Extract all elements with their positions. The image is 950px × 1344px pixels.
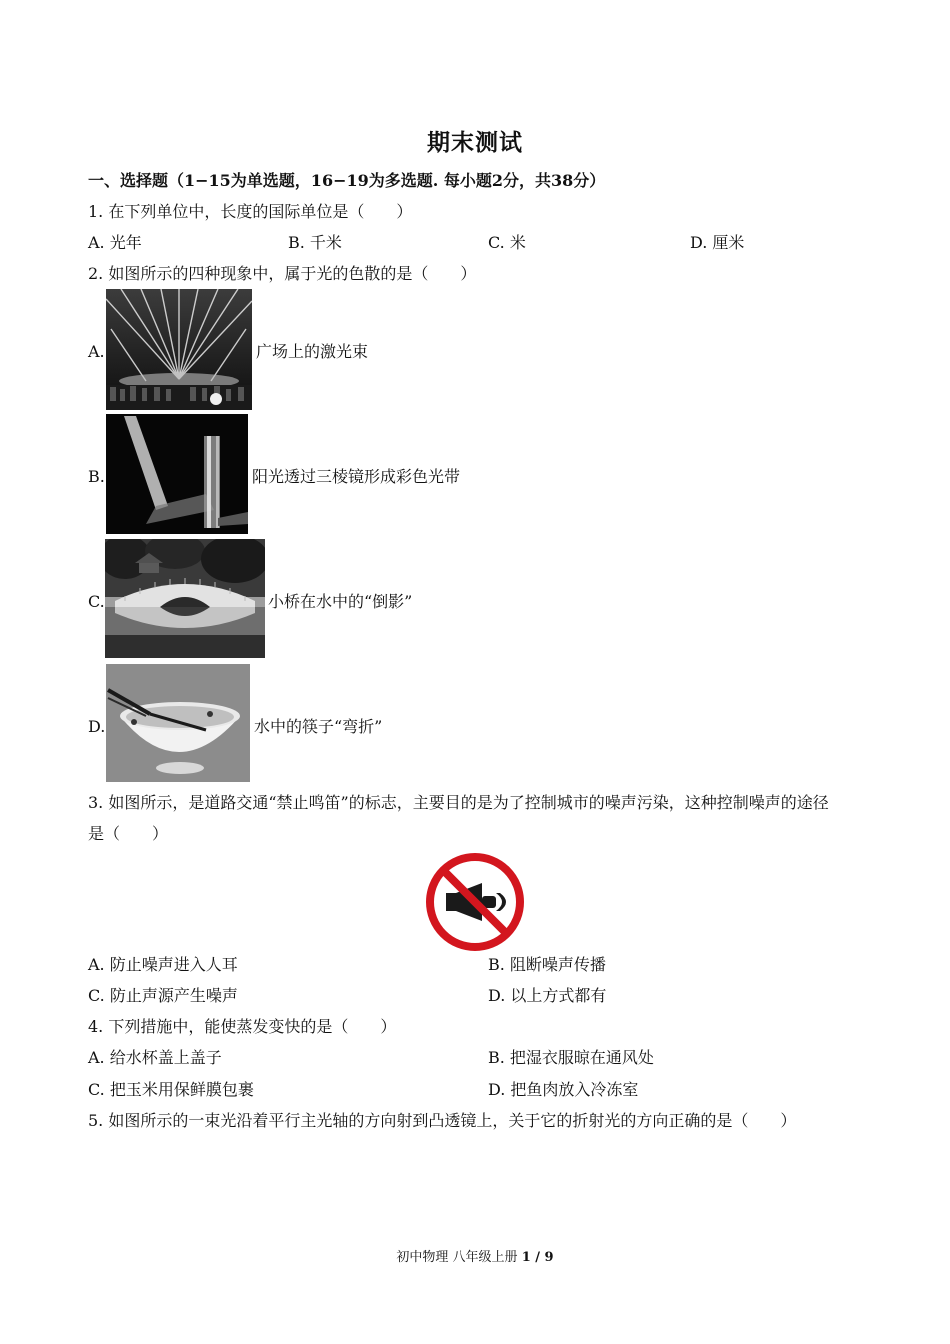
question-4-stem: 4. 下列措施中，能使蒸发变快的是（ ） <box>88 1017 397 1036</box>
q1-option-d: D. 厘米 <box>690 233 745 252</box>
laser-beams-photo <box>106 289 252 410</box>
q2-option-a-text: 广场上的激光束 <box>256 342 369 361</box>
prism-photo <box>106 414 248 534</box>
question-3-stem-line2: 是（ ） <box>88 824 169 843</box>
q1-option-a: A. 光年 <box>88 233 142 252</box>
question-1-stem: 1. 在下列单位中，长度的国际单位是（ ） <box>88 202 413 221</box>
q4-option-b: B. 把湿衣服晾在通风处 <box>488 1048 654 1067</box>
q3-option-c: C. 防止声源产生噪声 <box>88 986 238 1005</box>
q2-option-c-text: 小桥在水中的“倒影” <box>268 592 413 611</box>
q2-option-c-letter: C. <box>88 592 105 611</box>
q2-option-a-letter: A. <box>88 342 105 361</box>
page-footer <box>0 1246 950 1265</box>
question-5-stem: 5. 如图所示的一束光沿着平行主光轴的方向射到凸透镜上，关于它的折射光的方向正确的是（ ） <box>88 1111 797 1130</box>
question-3-stem-line1: 3. 如图所示，是道路交通“禁止鸣笛”的标志，主要目的是为了控制城市的噪声污染，这种控制噪声的途径 <box>88 793 829 812</box>
q3-option-a: A. 防止噪声进入人耳 <box>88 955 238 974</box>
no-honking-sign-icon <box>426 853 524 951</box>
page-number: 1 / 9 <box>521 1250 554 1265</box>
page-title: 期末测试 <box>427 129 523 156</box>
bridge-reflection-photo <box>105 539 265 658</box>
q2-option-b-letter: B. <box>88 467 105 486</box>
q3-option-d: D. 以上方式都有 <box>488 986 607 1005</box>
q1-option-b: B. 千米 <box>288 233 342 252</box>
question-2-stem: 2. 如图所示的四种现象中，属于光的色散的是（ ） <box>88 264 477 283</box>
q4-option-c: C. 把玉米用保鲜膜包裹 <box>88 1080 254 1099</box>
q4-option-a: A. 给水杯盖上盖子 <box>88 1048 222 1067</box>
q4-option-d: D. 把鱼肉放入冷冻室 <box>488 1080 639 1099</box>
q3-option-b: B. 阻断噪声传播 <box>488 955 606 974</box>
q2-option-b-text: 阳光透过三棱镜形成彩色光带 <box>252 467 461 486</box>
section-heading: 一、选择题（1−15为单选题，16−19为多选题. 每小题2分，共38分） <box>88 171 606 190</box>
footer-text: 初中物理 八年级上册 <box>396 1250 522 1265</box>
q1-option-c: C. 米 <box>488 233 526 252</box>
chopsticks-bowl-photo <box>106 664 250 782</box>
q2-option-d-text: 水中的筷子“弯折” <box>254 717 383 736</box>
q2-option-d-letter: D. <box>88 717 106 736</box>
